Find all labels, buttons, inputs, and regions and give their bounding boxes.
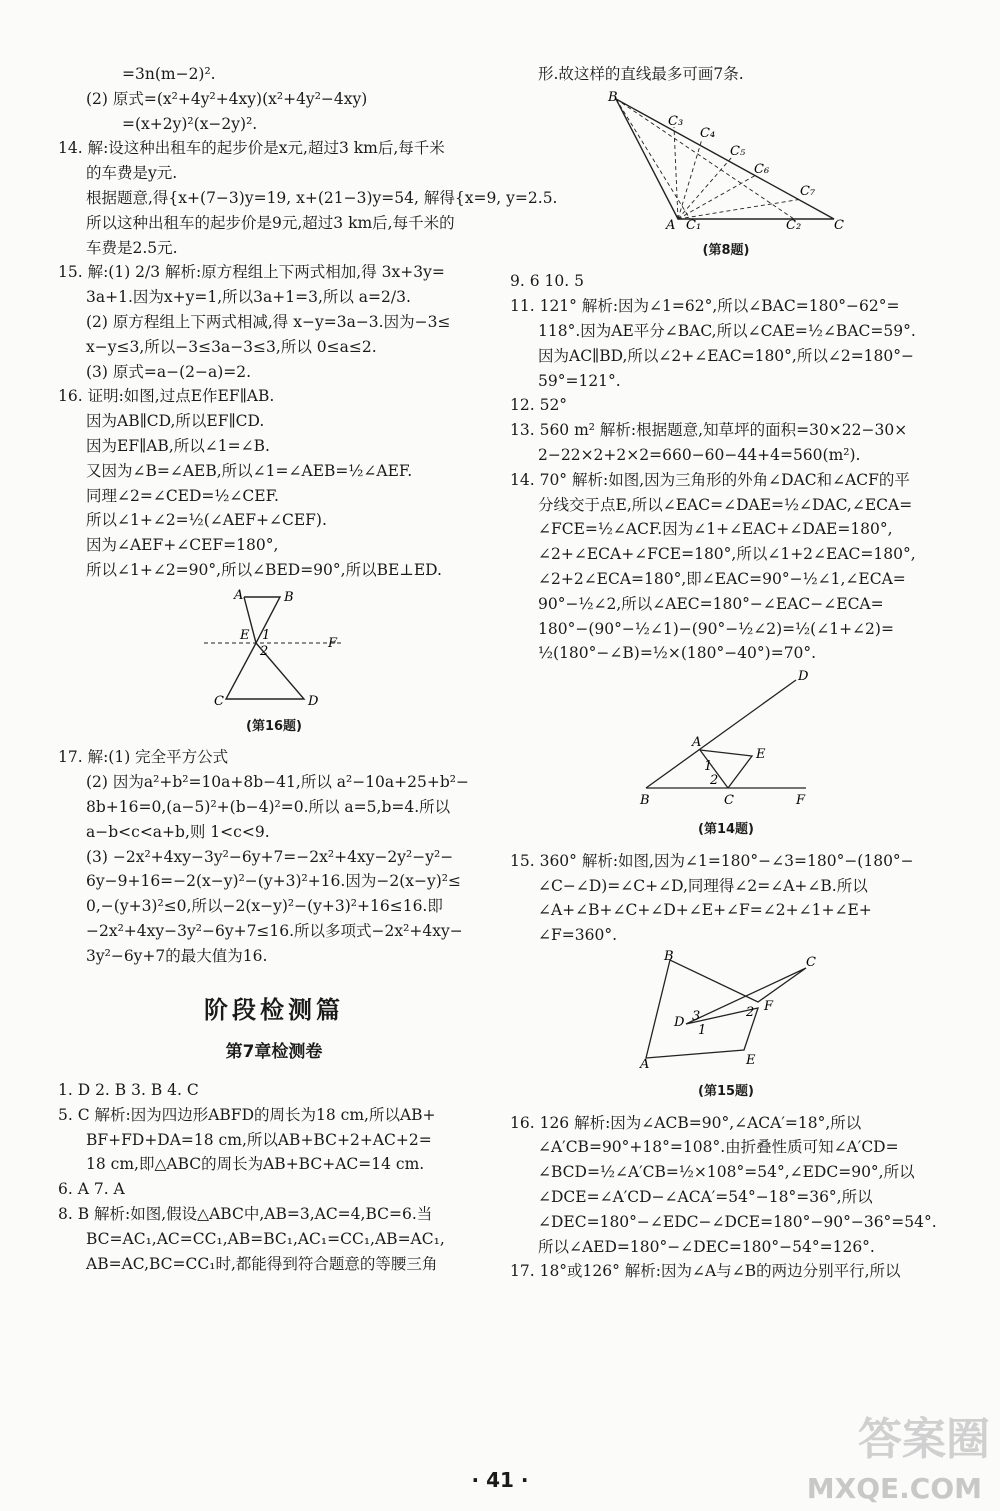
- text-line: =3n(m−2)².: [122, 65, 216, 83]
- text-line: 因为∠AEF+∠CEF=180°,: [86, 536, 279, 555]
- chapter-title: 第7章检测卷: [225, 1041, 323, 1062]
- text-line: 17. 解:(1) 完全平方公式: [58, 748, 229, 767]
- text-line: 8. B 解析:如图,假设△ABC中,AB=3,AC=4,BC=6.当: [58, 1205, 433, 1224]
- svg-text:2: 2: [710, 773, 719, 789]
- svg-text:B: B: [664, 948, 674, 964]
- figure-caption: (第16题): [246, 718, 302, 734]
- text-line: x−y≤3,所以−3≤3a−3≤3,所以 0≤a≤2.: [86, 337, 377, 356]
- text-line: 所以∠1+∠2=½(∠AEF+∠CEF).: [86, 511, 327, 530]
- question-16: [510, 1111, 942, 1260]
- svg-text:C₆: C₆: [754, 161, 770, 177]
- text-line: 所以这种出租车的起步价是9元,超过3 km后,每千米的: [86, 213, 455, 232]
- svg-text:C: C: [834, 217, 844, 233]
- figure-16: [58, 587, 490, 715]
- figure-8: [510, 91, 942, 239]
- text-line: 同理∠2=∠CED=½∠CEF.: [86, 486, 279, 505]
- svg-text:F: F: [328, 635, 338, 651]
- svg-text:C₄: C₄: [700, 125, 716, 141]
- text-line: 因为AB∥CD,所以EF∥CD.: [86, 412, 265, 431]
- svg-text:B: B: [640, 793, 650, 809]
- section-title: 阶段检测篇: [204, 995, 344, 1024]
- question-11: [510, 294, 942, 393]
- figure-caption: (第15题): [698, 1083, 754, 1099]
- text-line: BC=AC₁,AC=CC₁,AB=BC₁,AC₁=CC₁,AB=AC₁,: [86, 1229, 445, 1248]
- svg-text:D: D: [798, 669, 809, 685]
- text-line: 5. C 解析:因为四边形ABFD的周长为18 cm,所以AB+: [58, 1105, 436, 1124]
- svg-text:C: C: [724, 793, 734, 809]
- text-line: 13. 560 m² 解析:根据题意,知草坪的面积=30×22−30×: [510, 421, 908, 440]
- geometry-figure-8: [606, 91, 846, 231]
- text-line: 的车费是y元.: [86, 164, 178, 183]
- text-line: 14. 70° 解析:如图,因为三角形的外角∠DAC和∠ACF的平: [510, 470, 910, 489]
- svg-text:2: 2: [746, 1004, 755, 1020]
- question-8: [58, 1202, 490, 1276]
- page-number: · 41 ·: [471, 1468, 529, 1492]
- svg-text:C₂: C₂: [786, 217, 802, 233]
- figure-14: [510, 670, 942, 818]
- text-line: ∠A′CB=90°+18°=108°.由折叠性质可知∠A′CD=: [538, 1138, 899, 1157]
- text-line: ½(180°−∠B)=½×(180°−40°)=70°.: [538, 644, 817, 663]
- text-line: ∠2+∠ECA+∠FCE=180°,所以∠1+2∠EAC=180°,: [538, 545, 916, 564]
- text-line: ∠F=360°.: [538, 926, 617, 945]
- question-14: [58, 136, 558, 260]
- text-line: 3y²−6y+7的最大值为16.: [86, 946, 268, 965]
- text-line: ∠FCE=½∠ACF.因为∠1+∠EAC+∠DAE=180°,: [538, 520, 893, 539]
- question-16: [58, 384, 490, 582]
- text-line: 根据题意,得{x+(7−3)y=19, x+(21−3)y=54, 解得{x=9, y=2.5.: [86, 188, 558, 207]
- text-line: 形.故这样的直线最多可画7条.: [538, 65, 744, 83]
- answer-line: 9. 6 10. 5: [510, 272, 584, 291]
- svg-text:C: C: [806, 954, 816, 970]
- question-5: [58, 1103, 490, 1177]
- geometry-figure-14: [636, 670, 816, 810]
- text-line: (2) 原式=(x²+4y²+4xy)(x²+4y²−4xy): [86, 89, 368, 108]
- text-line: BF+FD+DA=18 cm,所以AB+BC+2+AC+2=: [86, 1130, 432, 1149]
- svg-text:D: D: [674, 1014, 685, 1030]
- geometry-figure-16: [204, 587, 344, 707]
- svg-text:F: F: [764, 998, 774, 1014]
- geometry-figure-15: [636, 948, 816, 1072]
- watermark-logo: 答案圈: [858, 1414, 990, 1465]
- svg-text:A: A: [234, 587, 244, 603]
- svg-text:3: 3: [692, 1008, 701, 1024]
- text-line: 90°−½∠2,所以∠AEC=180°−∠EAC−∠ECA=: [538, 594, 884, 613]
- svg-text:1: 1: [698, 1022, 707, 1038]
- svg-text:2: 2: [260, 643, 269, 659]
- text-line: 车费是2.5元.: [86, 238, 178, 257]
- svg-text:E: E: [240, 627, 250, 643]
- question-15: [58, 260, 490, 384]
- text-line: 8b+16=0,(a−5)²+(b−4)²=0.所以 a=5,b=4.所以: [86, 797, 451, 816]
- text-line: 又因为∠B=∠AEB,所以∠1=∠AEB=½∠AEF.: [86, 461, 413, 480]
- text-line: 18 cm,即△ABC的周长为AB+BC+AC=14 cm.: [86, 1155, 425, 1174]
- text-line: 3a+1.因为x+y=1,所以3a+1=3,所以 a=2/3.: [86, 288, 411, 307]
- text-line: 因为EF∥AB,所以∠1=∠B.: [86, 436, 270, 455]
- text-line: 所以∠AED=180°−∠DEC=180°−54°=126°.: [538, 1237, 875, 1256]
- figure-15: [510, 948, 942, 1080]
- question-15: [510, 849, 942, 948]
- svg-text:C: C: [214, 693, 224, 709]
- text-line: 15. 解:(1) 2/3 解析:原方程组上下两式相加,得 3x+3y=: [58, 263, 445, 282]
- text-line: 14. 解:设这种出租车的起步价是x元,超过3 km后,每千米: [58, 139, 445, 158]
- text-line: 180°−(90°−½∠1)−(90°−½∠2)=½(∠1+∠2)=: [538, 619, 894, 638]
- right-column: [510, 62, 942, 1284]
- text-line: 15. 360° 解析:如图,因为∠1=180°−∠3=180°−(180°−: [510, 851, 914, 870]
- text-line: 0,−(y+3)²≤0,所以−2(x−y)²−(y+3)²+16≤16.即: [86, 897, 443, 916]
- text-line: ∠A+∠B+∠C+∠D+∠E+∠F=∠2+∠1+∠E+: [538, 901, 872, 920]
- text-line: 118°.因为AE平分∠BAC,所以∠CAE=½∠BAC=59°.: [538, 321, 916, 340]
- svg-text:1: 1: [704, 759, 713, 775]
- svg-text:C₁: C₁: [686, 217, 702, 233]
- text-line: 16. 126 解析:因为∠ACB=90°,∠ACA′=18°,所以: [510, 1113, 862, 1132]
- text-line: AB=AC,BC=CC₁时,都能得到符合题意的等腰三角: [86, 1254, 438, 1273]
- question-13: [510, 418, 942, 468]
- text-line: ∠C−∠D)=∠C+∠D,同理得∠2=∠A+∠B.所以: [538, 876, 868, 895]
- text-line: 分线交于点E,所以∠EAC=∠DAE=½∠DAC,∠ECA=: [538, 495, 913, 514]
- text-line: ∠BCD=½∠A′CB=½×108°=54°,∠EDC=90°,所以: [538, 1163, 915, 1182]
- figure-caption: (第14题): [698, 821, 754, 837]
- svg-text:A: A: [692, 735, 702, 751]
- answer-line: 12. 52°: [510, 396, 568, 415]
- svg-text:C₃: C₃: [668, 113, 684, 129]
- answer-line: 6. A 7. A: [58, 1180, 125, 1199]
- svg-text:D: D: [308, 693, 319, 709]
- question-17: [510, 1259, 942, 1284]
- text-line: =(x+2y)²(x−2y)².: [122, 114, 258, 133]
- svg-text:E: E: [746, 1052, 756, 1068]
- text-line: 17. 18°或126° 解析:因为∠A与∠B的两边分别平行,所以: [510, 1262, 901, 1281]
- svg-text:B: B: [284, 589, 294, 605]
- text-line: ∠DCE=∠A′CD−∠ACA′=54°−18°=36°,所以: [538, 1187, 873, 1206]
- text-line: 16. 证明:如图,过点E作EF∥AB.: [58, 387, 275, 406]
- text-line: 6y−9+16=−2(x−y)²−(y+3)²+16.因为−2(x−y)²≤: [86, 872, 461, 891]
- svg-text:F: F: [796, 793, 806, 809]
- text-line: (3) 原式=a−(2−a)=2.: [86, 362, 252, 381]
- svg-text:A: A: [640, 1056, 650, 1072]
- text-line: (3) −2x²+4xy−3y²−6y+7=−2x²+4xy−2y²−y²−: [86, 847, 454, 866]
- text-line: ∠DEC=180°−∠EDC−∠DCE=180°−90°−36°=54°.: [538, 1212, 937, 1231]
- text-line: −2x²+4xy−3y²−6y+7≤16.所以多项式−2x²+4xy−: [86, 921, 463, 940]
- svg-text:E: E: [756, 747, 766, 763]
- text-line: (2) 因为a²+b²=10a+8b−41,所以 a²−10a+25+b²−: [86, 773, 469, 792]
- svg-text:A: A: [666, 217, 676, 233]
- text-line: 59°=121°.: [538, 371, 621, 390]
- text-line: (2) 原方程组上下两式相减,得 x−y=3a−3.因为−3≤: [86, 312, 451, 331]
- svg-text:B: B: [608, 89, 618, 105]
- svg-text:C₅: C₅: [730, 143, 746, 159]
- svg-text:C₇: C₇: [800, 183, 816, 199]
- text-line: a−b<c<a+b,则 1<c<9.: [86, 822, 270, 841]
- svg-text:1: 1: [262, 627, 271, 643]
- text-line: 2−22×2+2×2=660−60−44+4=560(m²).: [538, 445, 861, 464]
- figure-caption: (第8题): [702, 242, 750, 258]
- text-line: 11. 121° 解析:因为∠1=62°,所以∠BAC=180°−62°=: [510, 297, 900, 316]
- text-line: 因为AC∥BD,所以∠2+∠EAC=180°,所以∠2=180°−: [538, 346, 915, 365]
- watermark: MXQE.COM: [806, 1472, 982, 1505]
- answer-line: 1. D 2. B 3. B 4. C: [58, 1081, 199, 1100]
- question-17: [58, 745, 490, 968]
- question-14: [510, 468, 942, 666]
- text-line: ∠2+2∠ECA=180°,即∠EAC=90°−½∠1,∠ECA=: [538, 569, 906, 588]
- text-line: 所以∠1+∠2=90°,所以∠BED=90°,所以BE⊥ED.: [86, 560, 442, 579]
